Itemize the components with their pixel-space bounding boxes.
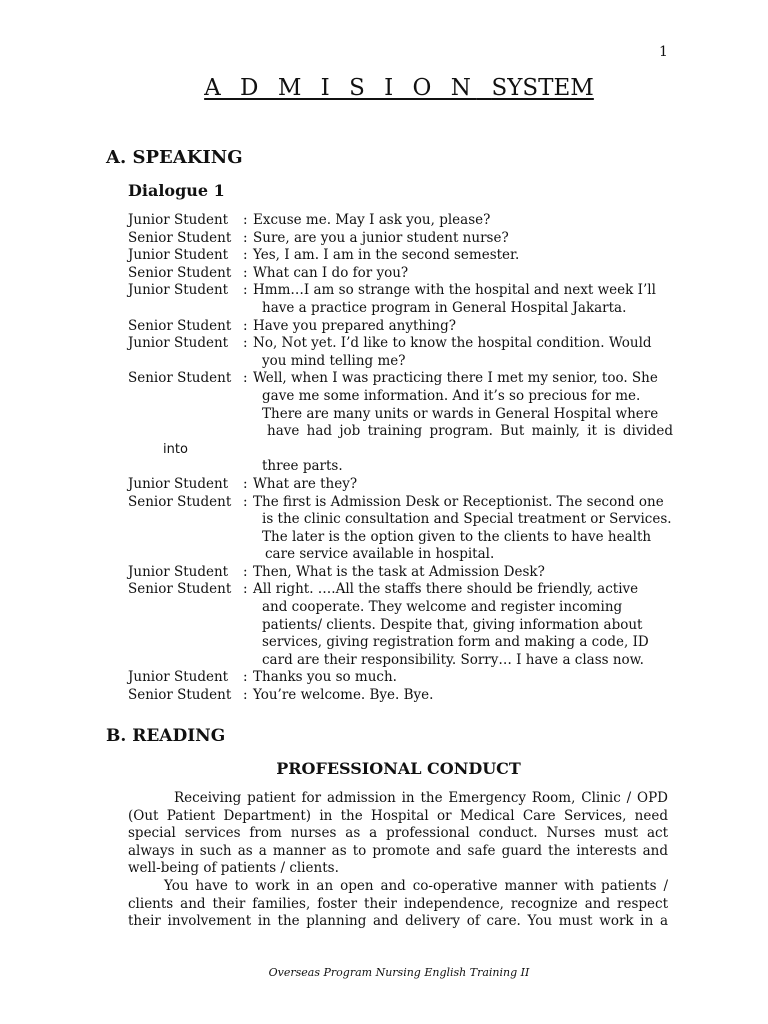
title-rest: SYSTEM xyxy=(491,75,594,101)
dialogue-line: There are many units or wards in General Hospital where xyxy=(262,405,659,422)
section-b-heading xyxy=(106,726,225,746)
dialogue-title: Dialogue 1 xyxy=(128,181,225,200)
dialogue-line: Yes, I am. I am in the second semester. xyxy=(253,247,520,264)
dialogue-line: All right. ….All the staffs there should be friendly, active xyxy=(253,581,639,598)
speaker: Junior Student xyxy=(128,212,229,228)
section-b-label: . READING xyxy=(120,726,226,746)
dialogue-line: Thanks you so much. xyxy=(253,669,397,686)
speaker: Senior Student xyxy=(128,581,232,598)
dialogue-turn: Junior Student : Excuse me. May I ask you, please? xyxy=(128,212,673,230)
dialogue-line: Sure, are you a junior student nurse? xyxy=(253,229,509,246)
dialogue-line: patients/ clients. Despite that, giving information about xyxy=(262,616,643,633)
page-number: 1 xyxy=(659,44,668,60)
dialogue xyxy=(128,212,673,705)
dialogue-turn: Senior Student : You’re welcome. Bye. Bye. xyxy=(128,687,673,705)
page-footer: Overseas Program Nursing English Training II xyxy=(268,966,530,979)
dialogue-line: have a practice program in General Hospital Jakarta. xyxy=(262,299,627,316)
dialogue-line: services, giving registration form and making a code, ID xyxy=(262,634,649,651)
dialogue-turn: Junior Student : Yes, I am. I am in the second semester. xyxy=(128,247,673,265)
dialogue-line: Excuse me. May I ask you, please? xyxy=(253,212,491,228)
dialogue-line: three parts. xyxy=(262,458,343,475)
dialogue-line: Then, What is the task at Admission Desk? xyxy=(253,563,545,580)
dialogue-turn: Junior Student : What are they? xyxy=(128,476,673,494)
speaker: Senior Student xyxy=(128,370,232,387)
speaker: Junior Student xyxy=(128,669,229,686)
speaker: Junior Student xyxy=(128,247,229,264)
dialogue-turn: Senior Student : All right. ….All the staffs there should be friendly, active and cooperate. They welcome and register incoming patients/ clients. Despite that, giving information about services, giving registration form and making a code, ID card are their responsibility. Sorry… I have a class now. xyxy=(128,581,673,669)
speaker: Senior Student xyxy=(128,229,232,246)
speaker: Senior Student xyxy=(128,687,232,704)
speaker: Junior Student xyxy=(128,282,229,299)
dialogue-line: into xyxy=(163,441,188,457)
dialogue-turn: Senior Student : Well, when I was practicing there I met my senior, too. She gave me some information. And it’s so precious for me. There are many units or wards in General Hospital where have had job training program. But mainly, it is divided into three parts. xyxy=(128,370,673,475)
speaker: Senior Student xyxy=(128,317,232,334)
section-b-letter: B xyxy=(106,726,121,746)
speaker: Junior Student xyxy=(128,475,229,492)
dialogue-line: What can I do for you? xyxy=(253,264,409,281)
dialogue-line: you mind telling me? xyxy=(262,352,406,369)
reading-title: PROFESSIONAL CONDUCT xyxy=(276,759,521,778)
speaker: Senior Student xyxy=(128,493,232,510)
dialogue-turn: Junior Student : Hmm…I am so strange with the hospital and next week I’ll have a practice program in General Hospital Jakarta. xyxy=(128,282,673,317)
dialogue-line: card are their responsibility. Sorry… I have a class now. xyxy=(262,651,644,668)
dialogue-line: gave me some information. And it’s so precious for me. xyxy=(262,387,641,404)
dialogue-line: and cooperate. They welcome and register incoming xyxy=(262,599,623,616)
dialogue-turn: Senior Student : Have you prepared anything? xyxy=(128,318,673,336)
document-title xyxy=(0,75,768,101)
speaker: Junior Student xyxy=(128,335,229,352)
dialogue-line: No, Not yet. I’d like to know the hospital condition. Would xyxy=(253,335,652,352)
dialogue-line: Hmm…I am so strange with the hospital and next week I’ll xyxy=(253,282,656,299)
dialogue-turn: Senior Student : What can I do for you? xyxy=(128,265,673,283)
dialogue-turn: Junior Student : No, Not yet. I’d like to know the hospital condition. Would you mind telling me? xyxy=(128,335,673,370)
dialogue-turn: Junior Student : Then, What is the task at Admission Desk? xyxy=(128,564,673,582)
reading-paragraph: You have to work in an open and co-operative manner with patients / clients and their families, foster their independence, recognize and respect their involvement in the planning and delivery of care. You must work in a xyxy=(128,877,668,930)
title-spaced: A D M I S I O N xyxy=(204,75,477,101)
dialogue-line: care service available in hospital. xyxy=(265,546,495,563)
dialogue-line: What are they? xyxy=(253,475,358,492)
section-a-heading: A. SPEAKING xyxy=(106,147,243,168)
dialogue-line: The first is Admission Desk or Receptionist. The second one xyxy=(253,493,664,510)
dialogue-line: Have you prepared anything? xyxy=(253,317,457,334)
reading-paragraph: Receiving patient for admission in the Emergency Room, Clinic / OPD (Out Patient Department) in the Hospital or Medical Care Services, need special services from nurses as a professional conduct. Nurses must act always in such as a manner as to promote and safe guard the interests and well-being of patients / clients. xyxy=(128,790,668,877)
reading-text xyxy=(128,790,668,931)
dialogue-turn: Senior Student : The first is Admission Desk or Receptionist. The second one is the clinic consultation and Special treatment or Services. The later is the option given to the clients to have health care service available in hospital. xyxy=(128,493,672,563)
dialogue-line: The later is the option given to the clients to have health xyxy=(262,528,652,545)
dialogue-turn: Senior Student : Sure, are you a junior student nurse? xyxy=(128,230,673,248)
speaker: Junior Student xyxy=(128,563,229,580)
dialogue-line: have had job training program. But mainly, it is divided xyxy=(267,423,673,440)
dialogue-line: is the clinic consultation and Special treatment or Services. xyxy=(262,511,672,528)
dialogue-line: Well, when I was practicing there I met my senior, too. She xyxy=(253,370,658,387)
speaker: Senior Student xyxy=(128,264,232,281)
dialogue-turn: Junior Student : Thanks you so much. xyxy=(128,669,673,687)
dialogue-line: You’re welcome. Bye. Bye. xyxy=(253,687,434,704)
